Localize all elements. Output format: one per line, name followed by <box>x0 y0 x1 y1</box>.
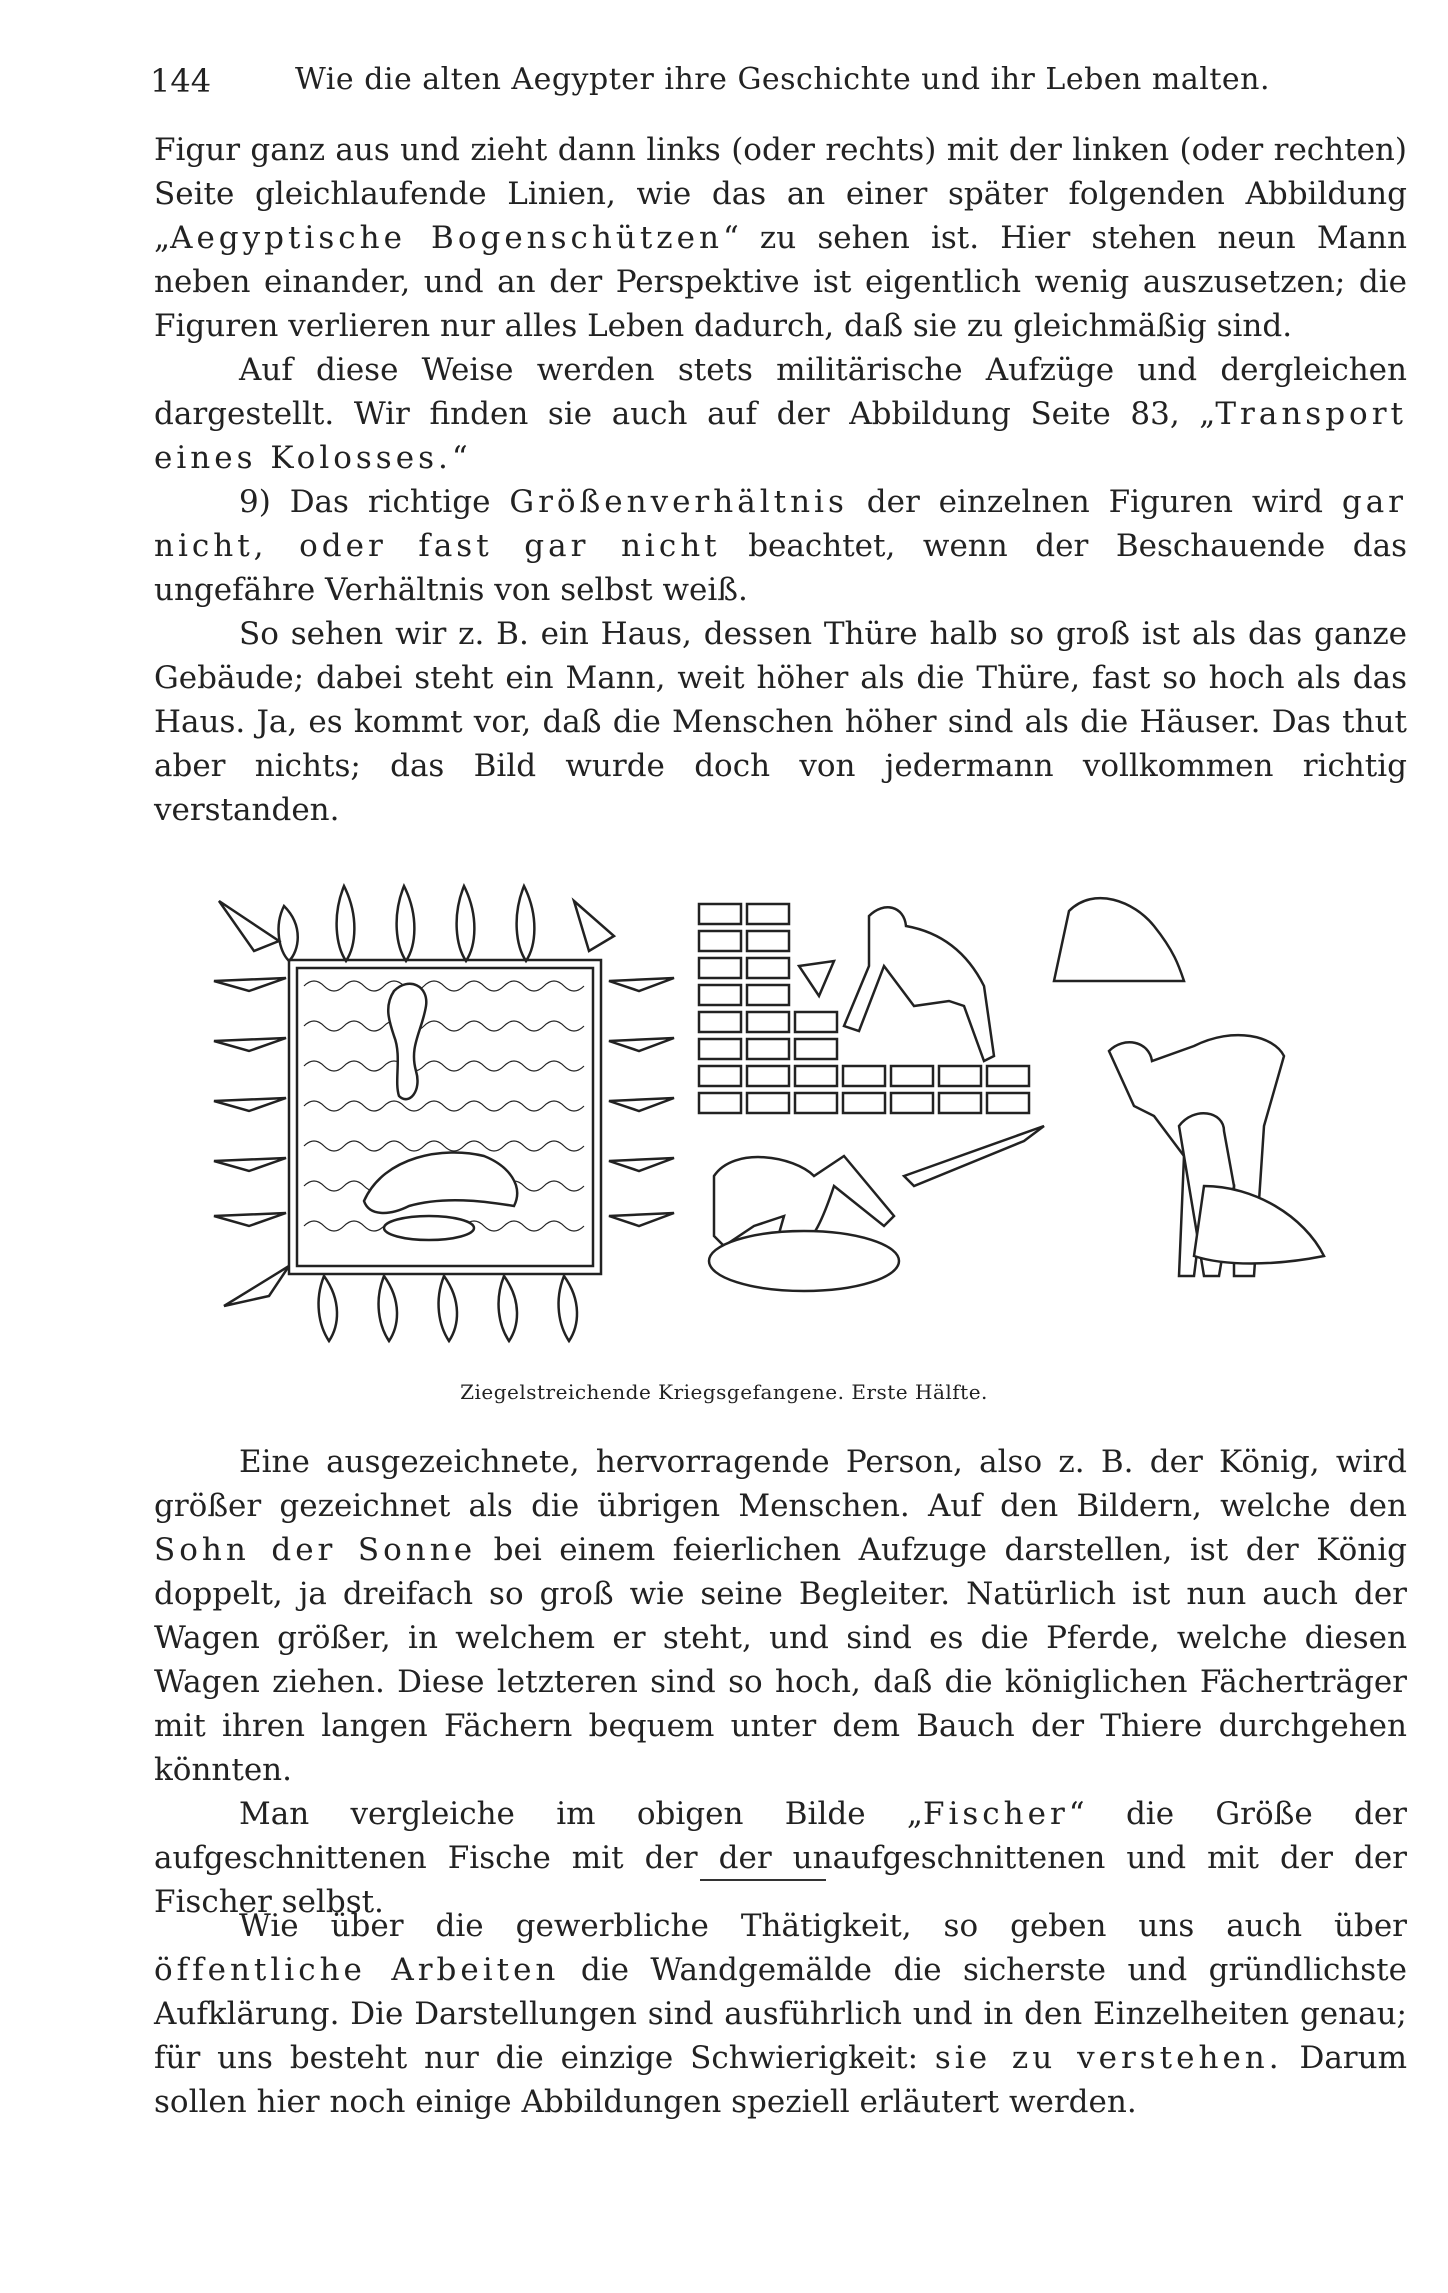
paragraph-fish-comparison: Man vergleiche im obigen Bilde „Fischer“ die Größe der aufgeschnittenen Fische mit der der unaufgeschnittenen und mit der der Fischer selbst. <box>154 1796 1407 1920</box>
workers <box>709 898 1324 1291</box>
spaced-phrase: Fischer <box>922 1796 1069 1832</box>
brickmaking-illustration <box>194 856 1344 1416</box>
spaced-phrase: gar nicht, oder fast gar nicht <box>154 484 1407 564</box>
spaced-phrase: Sohn der Sonne <box>154 1532 477 1568</box>
running-title: Wie die alten Aegypter ihre Geschichte und ihr Leben malten. <box>295 62 1270 97</box>
figure-caption: Ziegelstreichende Kriegsgefangene. Erste Hälfte. <box>460 1380 988 1404</box>
section-divider <box>700 1879 826 1881</box>
top-text-block <box>154 128 1407 832</box>
closing-text-block <box>154 1904 1407 2124</box>
paragraph-figure-description: Figur ganz aus und zieht dann links (oder rechts) mit der linken (oder rechten) Seite gleichlaufende Linien, wie das an einer später folgenden Abbildung „Aegyptische Bogenschützen“ zu sehen ist. Hier stehen neun Mann neben einander, und an der Perspektive ist eigentlich wenig auszusetzen; die Figuren verlieren nur alles Leben dadurch, daß sie zu gleichmäßig sind. <box>154 132 1407 344</box>
paragraph-military-processions: Auf diese Weise werden stets militärische Aufzüge und dergleichen dargestellt. Wir finden sie auch auf der Abbildung Seite 83, „Transport eines Kolosses.“ <box>154 352 1407 476</box>
paragraph-king-size: Eine ausgezeichnete, hervorragende Person, also z. B. der König, wird größer gezeichnet als die übrigen Menschen. Auf den Bildern, welche den Sohn der Sonne bei einem feierlichen Aufzuge darstellen, ist der König doppelt, ja dreifach so groß wie seine Begleiter. Natürlich ist nun auch der Wagen größer, in welchem er steht, und sind es die Pferde, welche diesen Wagen ziehen. Diese letzteren sind so hoch, daß die königlichen Fächerträger mit ihren langen Fächern bequem unter dem Bauch der Thiere durchgehen könnten. <box>154 1444 1407 1788</box>
paragraph-size-ratio: 9) Das richtige Größenverhältnis der einzelnen Figuren wird gar nicht, oder fast gar nicht beachtet, wenn der Beschauende das ungefähre Verhältnis von selbst weiß. <box>154 484 1408 608</box>
pool-with-plants <box>289 960 601 1274</box>
spaced-phrase: Aegyptische Bogenschützen <box>170 220 723 256</box>
paragraph-house-example: So sehen wir z. B. ein Haus, dessen Thüre halb so groß ist als das ganze Gebäude; dabei steht ein Mann, weit höher als die Thüre, fast so hoch als das Haus. Ja, es kommt vor, daß die Menschen höher sind als die Häuser. Das thut aber nichts; das Bild wurde doch von jedermann vollkommen richtig verstanden. <box>154 616 1407 828</box>
paragraph-public-works: Wie über die gewerbliche Thätigkeit, so geben uns auch über öffentliche Arbeiten die Wandgemälde die sicherste und gründlichste Aufklärung. Die Darstellungen sind ausführlich und in den Einzelheiten genau; für uns besteht nur die einzige Schwierigkeit: sie zu verstehen. Darum sollen hier noch einige Abbildungen speziell erläutert werden. <box>154 1908 1407 2120</box>
spaced-phrase: Transport eines Kolosses. <box>154 396 1407 476</box>
bottom-text-block <box>154 1440 1407 1924</box>
page-number: 144 <box>150 62 212 100</box>
spaced-phrase: öffentliche Arbeiten <box>154 1952 560 1988</box>
spaced-phrase: Größenverhältnis <box>509 484 848 520</box>
running-head <box>150 62 1310 112</box>
spaced-phrase: sie zu verstehen. <box>934 2040 1283 2076</box>
